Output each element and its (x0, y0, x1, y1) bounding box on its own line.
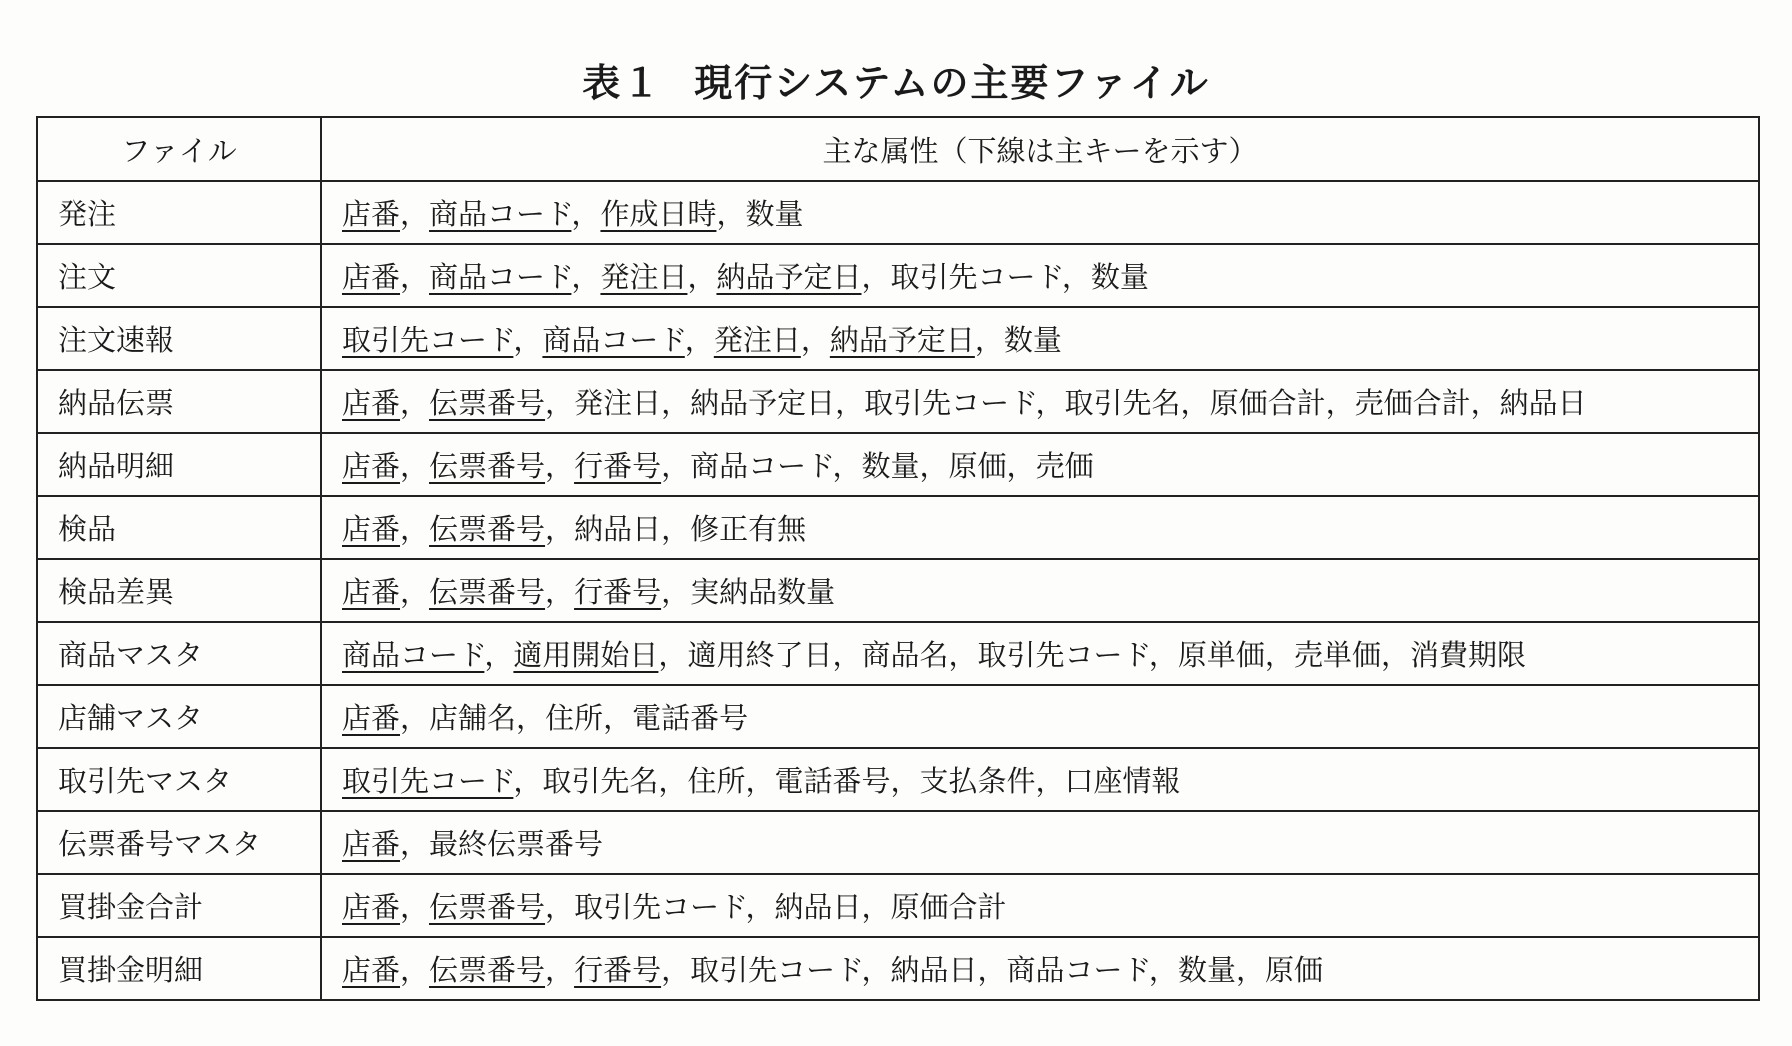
attribute: 取引先コード (690, 953, 862, 987)
attribute-separator: ， (1148, 638, 1178, 672)
table-row (37, 244, 1759, 307)
table-row (37, 370, 1759, 433)
file-name-cell: 発注 (37, 181, 321, 244)
table-row (37, 622, 1759, 685)
attribute-separator: ， (919, 449, 949, 483)
attribute-separator: ， (658, 764, 688, 798)
attribute-separator: ， (745, 764, 775, 798)
attributes-cell (321, 811, 1759, 874)
file-name-cell: 納品伝票 (37, 370, 321, 433)
attribute-separator: ， (400, 260, 430, 294)
attribute: 数量 (1177, 953, 1236, 987)
attribute-separator: ， (400, 953, 430, 987)
primary-key-attribute: 納品予定日 (716, 260, 862, 294)
attribute: 商品コード (690, 449, 833, 483)
attribute: 取引先コード (890, 260, 1062, 294)
attribute: 消費期限 (1409, 638, 1526, 672)
attribute-separator: ， (661, 386, 691, 420)
primary-key-attribute: 伝票番号 (429, 890, 546, 924)
attribute-separator: ， (545, 386, 575, 420)
primary-key-attribute: 取引先コード (342, 323, 514, 357)
attribute: 売価合計 (1354, 386, 1471, 420)
attribute-separator: ， (400, 197, 430, 231)
attribute-separator: ， (400, 386, 430, 420)
table-row (37, 937, 1759, 1000)
attribute-separator: ， (545, 449, 575, 483)
attribute: 取引先コード (864, 386, 1036, 420)
attribute-separator: ， (400, 890, 430, 924)
attribute-separator: ， (400, 827, 430, 861)
primary-key-attribute: 店番 (342, 260, 401, 294)
attribute-separator: ， (661, 512, 691, 546)
attribute-separator: ， (1148, 953, 1178, 987)
attribute-separator: ， (1325, 386, 1355, 420)
attribute-separator: ， (861, 890, 891, 924)
attribute: 数量 (745, 197, 804, 231)
attributes-cell (321, 496, 1759, 559)
file-name-cell: 注文速報 (37, 307, 321, 370)
attribute-separator: ， (658, 638, 688, 672)
primary-key-attribute: 伝票番号 (429, 512, 546, 546)
attribute: 売単価 (1293, 638, 1381, 672)
attribute-separator: ， (545, 575, 575, 609)
file-table (36, 116, 1760, 1001)
file-name-cell: 店舗マスタ (37, 685, 321, 748)
primary-key-attribute: 店番 (342, 386, 401, 420)
table-row (37, 685, 1759, 748)
primary-key-attribute: 店番 (342, 575, 401, 609)
table-row (37, 496, 1759, 559)
attribute: 数量 (1090, 260, 1149, 294)
primary-key-attribute: 作成日時 (600, 197, 717, 231)
attribute: 数量 (1003, 323, 1062, 357)
attribute-separator: ， (484, 638, 514, 672)
table-row (37, 181, 1759, 244)
primary-key-attribute: 店番 (342, 827, 401, 861)
primary-key-attribute: 行番号 (574, 953, 662, 987)
attribute-separator: ， (1061, 260, 1091, 294)
attributes-cell (321, 307, 1759, 370)
header-row (37, 117, 1759, 181)
attribute: 最終伝票番号 (429, 827, 604, 861)
file-name-cell: 取引先マスタ (37, 748, 321, 811)
file-name-cell: 納品明細 (37, 433, 321, 496)
attribute-separator: ， (400, 449, 430, 483)
attribute-separator: ， (745, 890, 775, 924)
file-name-cell: 検品差異 (37, 559, 321, 622)
attributes-cell (321, 559, 1759, 622)
primary-key-attribute: 伝票番号 (429, 575, 546, 609)
table-row (37, 748, 1759, 811)
attribute: 商品名 (861, 638, 949, 672)
attribute-separator: ， (832, 638, 862, 672)
attribute-separator: ， (835, 386, 865, 420)
attribute-separator: ， (400, 512, 430, 546)
attribute-separator: ， (1035, 386, 1065, 420)
primary-key-attribute: 伝票番号 (429, 449, 546, 483)
attribute: 取引先名 (1064, 386, 1181, 420)
table-title: 現行システムの主要ファイル (694, 61, 1210, 105)
file-name-cell: 商品マスタ (37, 622, 321, 685)
attribute: 原価 (1264, 953, 1323, 987)
table-row (37, 307, 1759, 370)
attribute-separator: ， (1180, 386, 1210, 420)
attribute: 電話番号 (632, 701, 749, 735)
primary-key-attribute: 納品予定日 (829, 323, 975, 357)
attribute: 取引先名 (542, 764, 659, 798)
attribute-separator: ， (400, 575, 430, 609)
attribute-separator: ， (603, 701, 633, 735)
attribute-separator: ， (1380, 638, 1410, 672)
primary-key-attribute: 店番 (342, 512, 401, 546)
primary-key-attribute: 商品コード (429, 197, 572, 231)
attribute: 修正有無 (690, 512, 807, 546)
attribute-separator: ， (516, 701, 546, 735)
attribute: 納品予定日 (690, 386, 836, 420)
attribute: 住所 (687, 764, 746, 798)
file-name-cell: 注文 (37, 244, 321, 307)
file-rows (37, 181, 1759, 1000)
attribute: 住所 (545, 701, 604, 735)
attribute: 取引先コード (977, 638, 1149, 672)
table-caption (0, 52, 1792, 107)
attribute-separator: ， (1235, 953, 1265, 987)
attribute-separator: ， (974, 323, 1004, 357)
file-name-cell: 検品 (37, 496, 321, 559)
primary-key-attribute: 適用開始日 (513, 638, 659, 672)
attributes-cell (321, 433, 1759, 496)
primary-key-attribute: 店番 (342, 890, 401, 924)
primary-key-attribute: 商品コード (342, 638, 485, 672)
attribute-separator: ， (1470, 386, 1500, 420)
attribute-separator: ， (684, 323, 714, 357)
primary-key-attribute: 行番号 (574, 449, 662, 483)
primary-key-attribute: 発注日 (600, 260, 688, 294)
primary-key-attribute: 行番号 (574, 575, 662, 609)
table-number: 表１ (582, 61, 663, 105)
attribute-separator: ， (1006, 449, 1036, 483)
attribute: 原価合計 (890, 890, 1007, 924)
primary-key-attribute: 店番 (342, 953, 401, 987)
primary-key-attribute: 商品コード (542, 323, 685, 357)
attribute-separator: ， (861, 953, 891, 987)
attribute-separator: ， (545, 890, 575, 924)
attribute: 適用終了日 (687, 638, 833, 672)
attribute-separator: ， (571, 260, 601, 294)
attribute: 納品日 (890, 953, 978, 987)
attribute: 支払条件 (919, 764, 1036, 798)
attribute-separator: ， (1035, 764, 1065, 798)
attribute: 電話番号 (774, 764, 891, 798)
attributes-cell (321, 937, 1759, 1000)
attribute: 売価 (1035, 449, 1094, 483)
attribute-separator: ， (545, 512, 575, 546)
attribute: 原価合計 (1209, 386, 1326, 420)
attribute: 口座情報 (1064, 764, 1181, 798)
attribute: 店舗名 (429, 701, 517, 735)
attributes-cell (321, 874, 1759, 937)
attribute: 納品日 (1499, 386, 1587, 420)
table-row (37, 811, 1759, 874)
attribute-separator: ， (545, 953, 575, 987)
attribute-separator: ， (687, 260, 717, 294)
primary-key-attribute: 商品コード (429, 260, 572, 294)
attributes-cell (321, 181, 1759, 244)
attribute-separator: ， (400, 701, 430, 735)
table-row (37, 874, 1759, 937)
attribute-separator: ， (661, 449, 691, 483)
attribute: 原単価 (1177, 638, 1265, 672)
attribute: 原価 (948, 449, 1007, 483)
attribute-separator: ， (977, 953, 1007, 987)
header-attributes: 主な属性（下線は主キーを示す） (321, 117, 1759, 181)
primary-key-attribute: 発注日 (713, 323, 801, 357)
attributes-cell (321, 244, 1759, 307)
attributes-cell (321, 685, 1759, 748)
attribute-separator: ， (513, 323, 543, 357)
table-row (37, 559, 1759, 622)
primary-key-attribute: 店番 (342, 449, 401, 483)
primary-key-attribute: 伝票番号 (429, 953, 546, 987)
attribute: 納品日 (574, 512, 662, 546)
attribute-separator: ， (861, 260, 891, 294)
attribute: 実納品数量 (690, 575, 836, 609)
attribute: 発注日 (574, 386, 662, 420)
header-file: ファイル (37, 117, 321, 181)
attribute-separator: ， (948, 638, 978, 672)
table-row (37, 433, 1759, 496)
attribute-separator: ， (716, 197, 746, 231)
file-name-cell: 買掛金明細 (37, 937, 321, 1000)
attribute-separator: ， (890, 764, 920, 798)
attributes-cell (321, 370, 1759, 433)
primary-key-attribute: 取引先コード (342, 764, 514, 798)
attribute-separator: ， (832, 449, 862, 483)
file-name-cell: 伝票番号マスタ (37, 811, 321, 874)
attribute-separator: ， (571, 197, 601, 231)
attribute: 納品日 (774, 890, 862, 924)
file-name-cell: 買掛金合計 (37, 874, 321, 937)
attributes-cell (321, 748, 1759, 811)
attribute: 数量 (861, 449, 920, 483)
attribute-separator: ， (1264, 638, 1294, 672)
primary-key-attribute: 店番 (342, 197, 401, 231)
attribute-separator: ， (513, 764, 543, 798)
attribute-separator: ， (661, 953, 691, 987)
primary-key-attribute: 店番 (342, 701, 401, 735)
attribute-separator: ， (661, 575, 691, 609)
attribute: 取引先コード (574, 890, 746, 924)
attributes-cell (321, 622, 1759, 685)
attribute: 商品コード (1006, 953, 1149, 987)
primary-key-attribute: 伝票番号 (429, 386, 546, 420)
attribute-separator: ， (800, 323, 830, 357)
